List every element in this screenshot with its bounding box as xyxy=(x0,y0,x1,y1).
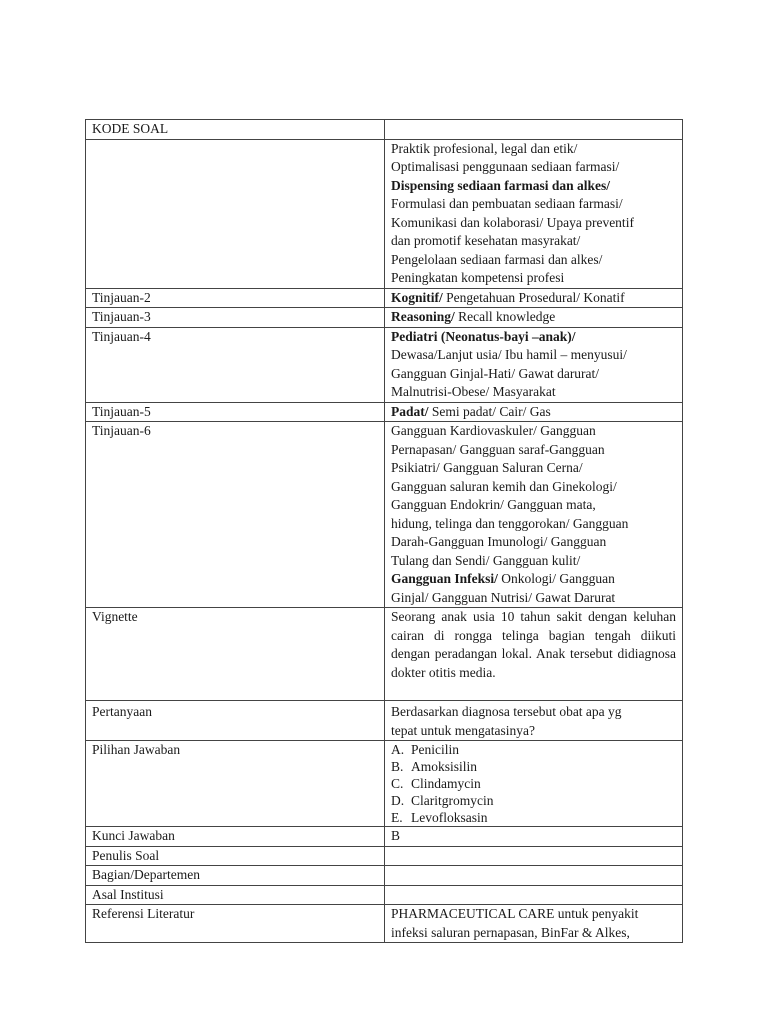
row-tinjauan-2 xyxy=(86,288,683,308)
tinjauan-5-value xyxy=(385,402,683,422)
tinjauan-3-selected: Reasoning/ xyxy=(391,309,455,324)
tinjauan-4-line: Gangguan Ginjal-Hati/ Gawat darurat/ xyxy=(391,365,600,381)
referensi-literatur-value xyxy=(385,905,683,943)
bagian-departemen-value xyxy=(385,866,683,886)
tinjauan-6-line: Pernapasan/ Gangguan saraf-Gangguan xyxy=(391,441,605,457)
pertanyaan-line: tepat untuk mengatasinya? xyxy=(391,722,535,738)
pertanyaan-label: Pertanyaan xyxy=(86,701,385,741)
tinjauan-1-line xyxy=(391,177,676,196)
tinjauan-1-label xyxy=(86,139,385,288)
row-pilihan-jawaban xyxy=(86,741,683,827)
answer-options-list xyxy=(391,741,676,826)
tinjauan-6-line: Ginjal/ Gangguan Nutrisi/ Gawat Darurat xyxy=(391,589,616,605)
referensi-literatur-label: Referensi Literatur xyxy=(86,905,385,943)
tinjauan-6-label: Tinjauan-6 xyxy=(86,422,385,608)
tinjauan-1-line: Pengelolaan sediaan farmasi dan alkes/ xyxy=(391,251,603,267)
vignette-text: Seorang anak usia 10 tahun sakit dengan keluhan cairan di rongga telinga bagian tengah diikuti dengan peradangan lokal. Anak tersebut didiagnosa dokter otitis media. xyxy=(391,609,676,680)
tinjauan-1-line: Komunikasi dan kolaborasi/ Upaya preventif xyxy=(391,214,634,230)
tinjauan-6-selected: Gangguan Infeksi/ xyxy=(391,571,498,586)
row-tinjauan-3 xyxy=(86,308,683,328)
tinjauan-3-rest: Recall knowledge xyxy=(454,309,556,324)
referensi-line: PHARMACEUTICAL CARE untuk penyakit xyxy=(391,906,639,921)
row-referensi-literatur xyxy=(86,905,683,943)
row-tinjauan-4 xyxy=(86,327,683,402)
option-letter: E. xyxy=(391,810,403,825)
row-kunci-jawaban xyxy=(86,827,683,847)
tinjauan-2-label: Tinjauan-2 xyxy=(86,288,385,308)
tinjauan-1-line: Peningkatan kompetensi profesi xyxy=(391,270,565,285)
pilihan-jawaban-value xyxy=(385,741,683,827)
answer-option xyxy=(391,775,676,792)
row-kode-soal xyxy=(86,120,683,140)
tinjauan-6-value xyxy=(385,422,683,608)
tinjauan-5-rest: Semi padat/ Cair/ Gas xyxy=(428,403,551,419)
tinjauan-6-line: Gangguan saluran kemih dan Ginekologi/ xyxy=(391,478,617,494)
option-text: Claritgromycin xyxy=(411,793,494,808)
tinjauan-1-line: Praktik profesional, legal dan etik/ xyxy=(391,140,578,156)
tinjauan-1-value xyxy=(385,139,683,288)
tinjauan-2-rest: Pengetahuan Prosedural/ Konatif xyxy=(442,289,625,305)
tinjauan-5-selected: Padat/ xyxy=(391,403,429,419)
vignette-label: Vignette xyxy=(86,608,385,701)
tinjauan-6-line: Psikiatri/ Gangguan Saluran Cerna/ xyxy=(391,460,583,475)
tinjauan-1-line: Optimalisasi penggunaan sediaan farmasi/ xyxy=(391,159,620,174)
row-penulis-soal xyxy=(86,846,683,866)
kode-soal-label: KODE SOAL xyxy=(86,120,385,140)
tinjauan-2-value xyxy=(385,288,683,308)
tinjauan-3-label: Tinjauan-3 xyxy=(86,308,385,328)
row-asal-institusi xyxy=(86,885,683,905)
answer-option xyxy=(391,758,676,775)
tinjauan-4-value xyxy=(385,327,683,402)
row-tinjauan-1 xyxy=(86,139,683,288)
tinjauan-6-line xyxy=(391,570,676,589)
tinjauan-6-line: Darah-Gangguan Imunologi/ Gangguan xyxy=(391,534,607,549)
answer-option xyxy=(391,792,676,809)
asal-institusi-label: Asal Institusi xyxy=(86,885,385,905)
penulis-soal-value xyxy=(385,846,683,866)
row-tinjauan-6 xyxy=(86,422,683,608)
tinjauan-1-line: Formulasi dan pembuatan sediaan farmasi/ xyxy=(391,196,623,211)
pertanyaan-value xyxy=(385,701,683,741)
tinjauan-6-line: Tulang dan Sendi/ Gangguan kulit/ xyxy=(391,552,581,568)
tinjauan-6-line: hidung, telinga dan tenggorokan/ Gangguan xyxy=(391,515,629,531)
vignette-cell xyxy=(385,608,683,701)
tinjauan-4-line: Dewasa/Lanjut usia/ Ibu hamil – menyusui/ xyxy=(391,347,627,362)
tinjauan-2-selected: Kognitif/ xyxy=(391,289,443,305)
referensi-line: infeksi saluran pernapasan, BinFar & Alkes, xyxy=(391,924,630,940)
tinjauan-4-line xyxy=(391,328,676,347)
tinjauan-6-line: Gangguan Kardiovaskuler/ Gangguan xyxy=(391,423,596,438)
penulis-soal-label: Penulis Soal xyxy=(86,846,385,866)
tinjauan-4-selected: Pediatri (Neonatus-bayi –anak)/ xyxy=(391,328,576,344)
pilihan-jawaban-label: Pilihan Jawaban xyxy=(86,741,385,827)
option-text: Amoksisilin xyxy=(411,759,478,774)
option-letter: D. xyxy=(391,793,405,808)
pertanyaan-line: Berdasarkan diagnosa tersebut obat apa yg xyxy=(391,704,622,719)
kode-soal-value xyxy=(385,120,683,140)
asal-institusi-value xyxy=(385,885,683,905)
option-letter: A. xyxy=(391,742,405,757)
tinjauan-1-line: dan promotif kesehatan masyrakat/ xyxy=(391,233,581,248)
option-letter: B. xyxy=(391,759,404,774)
tinjauan-4-label: Tinjauan-4 xyxy=(86,327,385,402)
answer-option xyxy=(391,741,676,758)
bagian-departemen-label: Bagian/Departemen xyxy=(86,866,385,886)
tinjauan-5-label: Tinjauan-5 xyxy=(86,402,385,422)
kunci-jawaban-label: Kunci Jawaban xyxy=(86,827,385,847)
tinjauan-3-value xyxy=(385,308,683,328)
option-text: Levofloksasin xyxy=(411,810,488,825)
row-tinjauan-5 xyxy=(86,402,683,422)
tinjauan-6-rest: Onkologi/ Gangguan xyxy=(497,571,615,586)
question-table xyxy=(85,119,683,943)
row-pertanyaan xyxy=(86,701,683,741)
row-vignette xyxy=(86,608,683,701)
option-text: Penicilin xyxy=(411,742,459,757)
tinjauan-1-selected: Dispensing sediaan farmasi dan alkes/ xyxy=(391,177,611,193)
kunci-jawaban-value: B xyxy=(385,827,683,847)
option-text: Clindamycin xyxy=(411,776,481,791)
row-bagian-departemen xyxy=(86,866,683,886)
option-letter: C. xyxy=(391,776,404,791)
tinjauan-6-line: Gangguan Endokrin/ Gangguan mata, xyxy=(391,497,596,512)
answer-option xyxy=(391,809,676,826)
tinjauan-4-line: Malnutrisi-Obese/ Masyarakat xyxy=(391,384,556,399)
